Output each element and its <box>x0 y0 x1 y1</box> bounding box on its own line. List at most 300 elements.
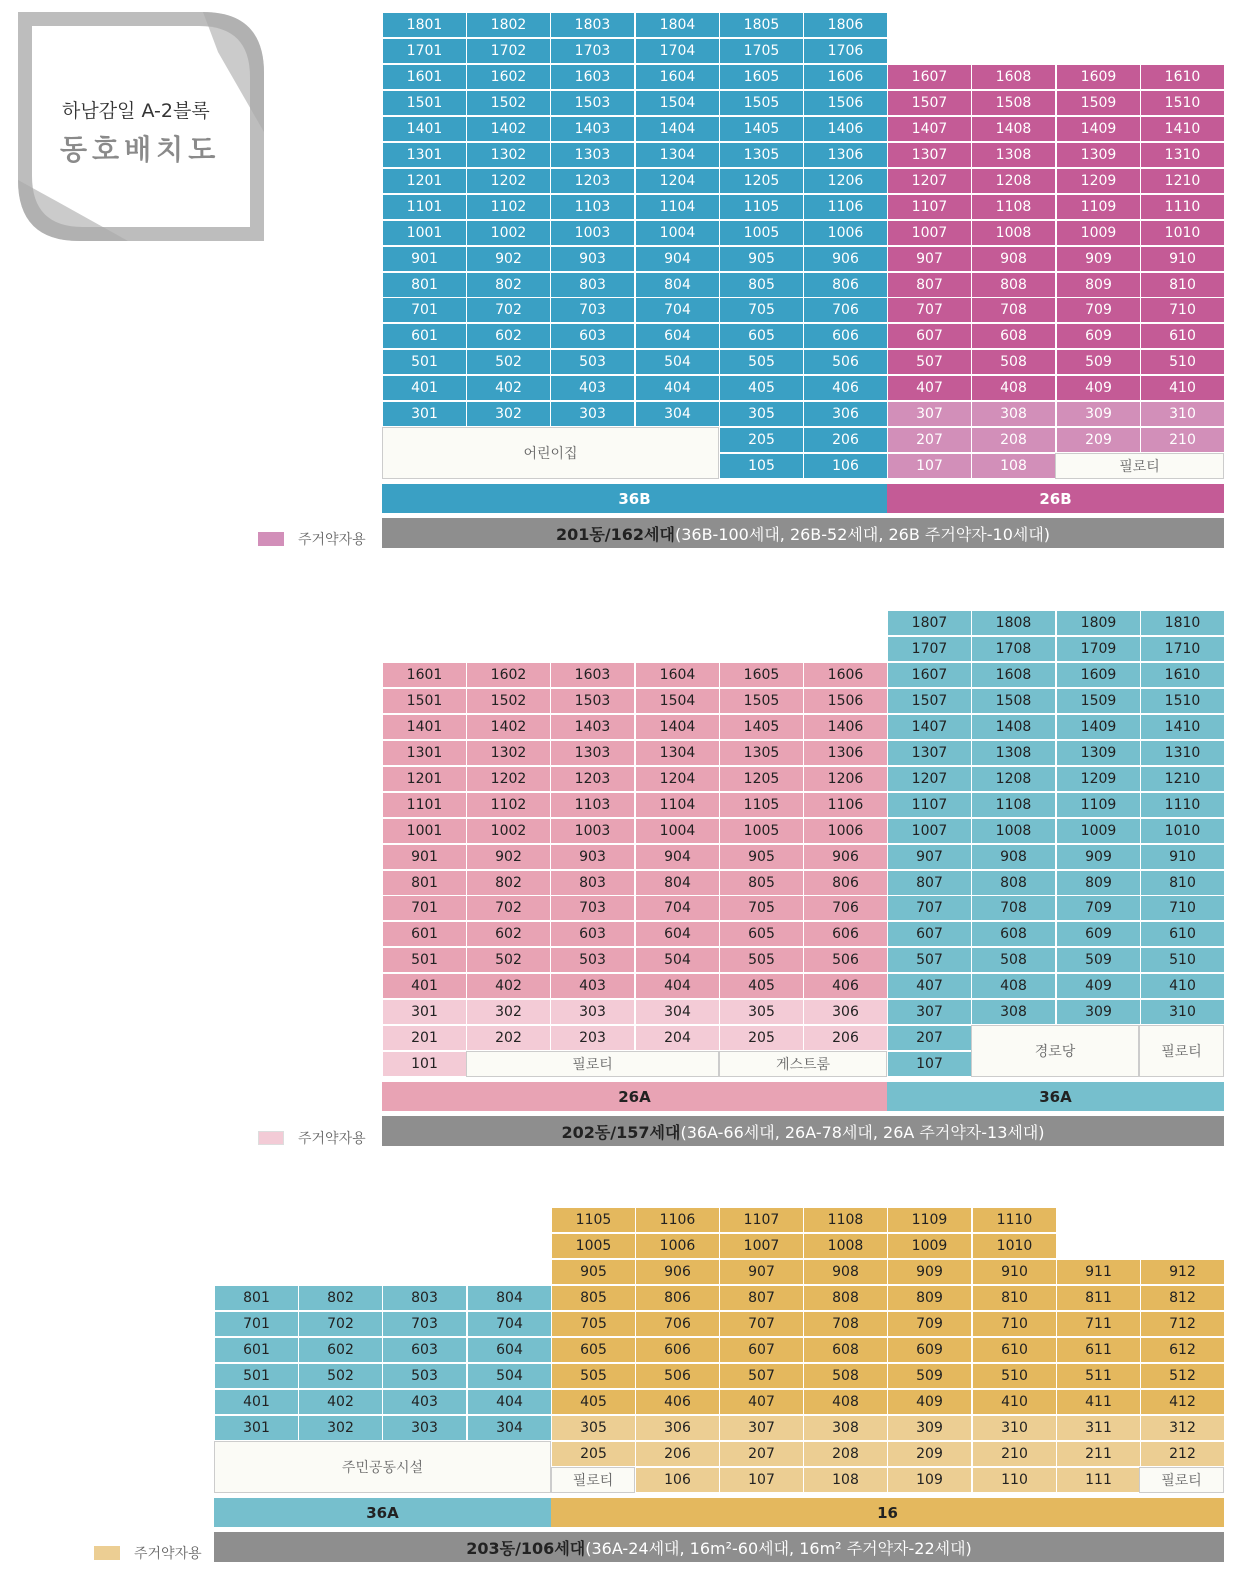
unit-cell: 505 <box>719 349 804 375</box>
unit-cell: 803 <box>550 272 635 298</box>
unit-cell: 706 <box>635 1311 720 1337</box>
unit-cell: 801 <box>382 870 467 896</box>
unit-cell: 910 <box>972 1259 1057 1285</box>
unit-cell: 507 <box>887 349 972 375</box>
unit-cell: 408 <box>971 375 1056 401</box>
unit-cell: 209 <box>887 1441 972 1467</box>
unit-cell: 610 <box>1140 323 1225 349</box>
unit-cell: 909 <box>887 1259 972 1285</box>
unit-cell: 1610 <box>1140 662 1225 688</box>
unit-cell: 1405 <box>719 714 804 740</box>
unit-cell: 1401 <box>382 116 467 142</box>
unit-cell: 605 <box>719 921 804 947</box>
unit-cell: 403 <box>550 375 635 401</box>
unit-cell: 1809 <box>1056 610 1141 636</box>
unit-cell: 1304 <box>635 142 720 168</box>
unit-cell: 605 <box>551 1337 636 1363</box>
unit-cell: 1308 <box>971 740 1056 766</box>
unit-cell: 904 <box>635 246 720 272</box>
unit-cell: 612 <box>1140 1337 1225 1363</box>
legend-swatch <box>94 1546 120 1560</box>
unit-cell: 508 <box>971 349 1056 375</box>
unit-cell: 1006 <box>635 1233 720 1259</box>
legend-202 <box>258 1128 366 1148</box>
legend-201 <box>258 529 366 549</box>
unit-cell: 1209 <box>1056 766 1141 792</box>
unit-cell: 710 <box>1140 895 1225 921</box>
unit-cell: 602 <box>298 1337 383 1363</box>
unit-cell: 1606 <box>803 662 888 688</box>
unit-cell: 506 <box>803 349 888 375</box>
unit-cell: 712 <box>1140 1311 1225 1337</box>
unit-cell: 1403 <box>550 714 635 740</box>
unit-cell: 206 <box>803 1025 888 1051</box>
unit-cell: 701 <box>382 895 467 921</box>
unit-cell: 807 <box>887 272 972 298</box>
unit-cell: 1304 <box>635 740 720 766</box>
unit-cell: 402 <box>298 1389 383 1415</box>
unit-cell: 1009 <box>887 1233 972 1259</box>
unit-cell: 902 <box>466 844 551 870</box>
unit-cell: 310 <box>1140 999 1225 1025</box>
unit-cell: 607 <box>887 921 972 947</box>
unit-cell: 805 <box>719 870 804 896</box>
unit-cell: 807 <box>719 1285 804 1311</box>
unit-cell: 1308 <box>971 142 1056 168</box>
unit-cell: 1007 <box>887 818 972 844</box>
unit-cell: 1810 <box>1140 610 1225 636</box>
unit-cell: 1410 <box>1140 116 1225 142</box>
unit-cell: 809 <box>1056 870 1141 896</box>
unit-cell: 504 <box>635 349 720 375</box>
unit-cell: 1603 <box>550 64 635 90</box>
unit-cell: 502 <box>466 349 551 375</box>
unit-cell: 1709 <box>1056 636 1141 662</box>
unit-cell: 908 <box>971 246 1056 272</box>
unit-cell: 1006 <box>803 818 888 844</box>
special-area-piloti: 필로티 <box>466 1051 719 1077</box>
unit-cell: 608 <box>803 1337 888 1363</box>
unit-cell: 509 <box>1056 947 1141 973</box>
unit-cell: 1310 <box>1140 142 1225 168</box>
unit-cell: 905 <box>719 844 804 870</box>
unit-cell: 1302 <box>466 142 551 168</box>
unit-cell: 403 <box>550 973 635 999</box>
unit-cell: 503 <box>550 349 635 375</box>
unit-cell: 906 <box>803 844 888 870</box>
legend-label: 주거약자용 <box>298 1131 366 1147</box>
unit-cell: 409 <box>887 1389 972 1415</box>
unit-cell: 703 <box>550 297 635 323</box>
special-area-piloti: 필로티 <box>1139 1025 1224 1077</box>
unit-cell: 1504 <box>635 688 720 714</box>
unit-cell: 606 <box>803 323 888 349</box>
unit-cell: 801 <box>214 1285 299 1311</box>
unit-cell: 1303 <box>550 740 635 766</box>
unit-cell: 903 <box>550 844 635 870</box>
unit-cell: 510 <box>1140 947 1225 973</box>
unit-cell: 1702 <box>466 38 551 64</box>
unit-cell: 403 <box>382 1389 467 1415</box>
unit-cell: 1406 <box>803 116 888 142</box>
unit-cell: 504 <box>467 1363 552 1389</box>
unit-cell: 1409 <box>1056 714 1141 740</box>
unit-cell: 802 <box>298 1285 383 1311</box>
unit-cell: 507 <box>887 947 972 973</box>
unit-cell: 1509 <box>1056 688 1141 714</box>
unit-cell: 908 <box>971 844 1056 870</box>
unit-cell: 902 <box>466 246 551 272</box>
unit-cell: 1106 <box>803 194 888 220</box>
unit-cell: 705 <box>719 297 804 323</box>
unit-cell: 1506 <box>803 688 888 714</box>
unit-cell: 703 <box>382 1311 467 1337</box>
unit-cell: 1609 <box>1056 662 1141 688</box>
unit-cell: 408 <box>803 1389 888 1415</box>
unit-cell: 804 <box>635 272 720 298</box>
unit-cell: 705 <box>551 1311 636 1337</box>
unit-cell: 703 <box>550 895 635 921</box>
unit-cell: 805 <box>551 1285 636 1311</box>
unit-cell: 109 <box>887 1467 972 1493</box>
unit-cell: 707 <box>887 895 972 921</box>
unit-cell: 205 <box>551 1441 636 1467</box>
unit-cell: 1106 <box>803 792 888 818</box>
unit-cell: 308 <box>971 401 1056 427</box>
unit-cell: 503 <box>382 1363 467 1389</box>
unit-cell: 1403 <box>550 116 635 142</box>
unit-cell: 1502 <box>466 688 551 714</box>
unit-cell: 201 <box>382 1025 467 1051</box>
unit-cell: 609 <box>1056 921 1141 947</box>
unit-cell: 211 <box>1056 1441 1141 1467</box>
unit-cell: 1005 <box>551 1233 636 1259</box>
unit-cell: 111 <box>1056 1467 1141 1493</box>
unit-cell: 511 <box>1056 1363 1141 1389</box>
unit-cell: 1105 <box>719 194 804 220</box>
unit-cell: 305 <box>719 401 804 427</box>
unit-cell: 1206 <box>803 168 888 194</box>
title-box <box>18 12 264 241</box>
unit-cell: 610 <box>1140 921 1225 947</box>
unit-cell: 1201 <box>382 766 467 792</box>
unit-cell: 412 <box>1140 1389 1225 1415</box>
unit-cell: 905 <box>719 246 804 272</box>
unit-cell: 1505 <box>719 688 804 714</box>
unit-cell: 407 <box>887 375 972 401</box>
unit-cell: 606 <box>635 1337 720 1363</box>
unit-cell: 807 <box>887 870 972 896</box>
unit-cell: 410 <box>1140 375 1225 401</box>
unit-cell: 106 <box>635 1467 720 1493</box>
unit-cell: 702 <box>298 1311 383 1337</box>
unit-cell: 908 <box>803 1259 888 1285</box>
unit-cell: 301 <box>382 401 467 427</box>
unit-cell: 1208 <box>971 168 1056 194</box>
legend-203 <box>94 1543 202 1563</box>
unit-cell: 906 <box>635 1259 720 1285</box>
unit-cell: 1108 <box>971 792 1056 818</box>
unit-cell: 809 <box>887 1285 972 1311</box>
unit-cell: 1001 <box>382 220 467 246</box>
unit-cell: 1205 <box>719 168 804 194</box>
unit-cell: 505 <box>551 1363 636 1389</box>
unit-cell: 1005 <box>719 220 804 246</box>
unit-cell: 301 <box>214 1415 299 1441</box>
unit-cell: 401 <box>382 375 467 401</box>
unit-cell: 507 <box>719 1363 804 1389</box>
unit-cell: 708 <box>803 1311 888 1337</box>
unit-cell: 210 <box>972 1441 1057 1467</box>
unit-cell: 312 <box>1140 1415 1225 1441</box>
unit-cell: 401 <box>214 1389 299 1415</box>
unit-cell: 1009 <box>1056 818 1141 844</box>
unit-cell: 803 <box>550 870 635 896</box>
unit-cell: 808 <box>803 1285 888 1311</box>
unit-cell: 605 <box>719 323 804 349</box>
summary-bold: 202동/157세대 <box>561 1122 681 1142</box>
unit-cell: 406 <box>803 375 888 401</box>
unit-cell: 804 <box>467 1285 552 1311</box>
unit-cell: 106 <box>803 453 888 479</box>
unit-cell: 910 <box>1140 844 1225 870</box>
unit-cell: 408 <box>971 973 1056 999</box>
unit-cell: 1108 <box>971 194 1056 220</box>
unit-cell: 709 <box>887 1311 972 1337</box>
unit-cell: 1503 <box>550 90 635 116</box>
unit-cell: 1703 <box>550 38 635 64</box>
unit-cell: 802 <box>466 272 551 298</box>
unit-cell: 1601 <box>382 64 467 90</box>
unit-cell: 1305 <box>719 740 804 766</box>
unit-cell: 702 <box>466 895 551 921</box>
unit-cell: 306 <box>803 999 888 1025</box>
unit-cell: 803 <box>382 1285 467 1311</box>
unit-cell: 1802 <box>466 12 551 38</box>
unit-cell: 1204 <box>635 168 720 194</box>
unit-cell: 1408 <box>971 714 1056 740</box>
unit-cell: 1005 <box>719 818 804 844</box>
type-bar-26a: 26A <box>382 1082 887 1111</box>
unit-cell: 212 <box>1140 1441 1225 1467</box>
unit-cell: 204 <box>635 1025 720 1051</box>
unit-cell: 1109 <box>887 1207 972 1233</box>
unit-cell: 1010 <box>1140 818 1225 844</box>
summary-detail: (36A-24세대, 16m²-60세대, 16m² 주거약자-22세대) <box>585 1538 972 1558</box>
unit-cell: 1309 <box>1056 740 1141 766</box>
unit-cell: 801 <box>382 272 467 298</box>
unit-cell: 604 <box>467 1337 552 1363</box>
unit-cell: 607 <box>887 323 972 349</box>
unit-cell: 404 <box>467 1389 552 1415</box>
unit-cell: 812 <box>1140 1285 1225 1311</box>
unit-cell: 1602 <box>466 662 551 688</box>
unit-cell: 1207 <box>887 766 972 792</box>
unit-cell: 309 <box>1056 401 1141 427</box>
unit-cell: 202 <box>466 1025 551 1051</box>
unit-cell: 610 <box>972 1337 1057 1363</box>
unit-cell: 1801 <box>382 12 467 38</box>
unit-cell: 309 <box>1056 999 1141 1025</box>
unit-cell: 306 <box>803 401 888 427</box>
unit-cell: 302 <box>466 999 551 1025</box>
unit-cell: 1805 <box>719 12 804 38</box>
unit-cell: 1701 <box>382 38 467 64</box>
unit-cell: 701 <box>382 297 467 323</box>
special-area-daycare: 어린이집 <box>382 427 719 479</box>
unit-cell: 1208 <box>971 766 1056 792</box>
unit-cell: 1210 <box>1140 766 1225 792</box>
unit-cell: 1209 <box>1056 168 1141 194</box>
unit-cell: 1002 <box>466 818 551 844</box>
unit-cell: 308 <box>803 1415 888 1441</box>
unit-cell: 909 <box>1056 844 1141 870</box>
unit-cell: 805 <box>719 272 804 298</box>
unit-cell: 407 <box>887 973 972 999</box>
unit-cell: 503 <box>550 947 635 973</box>
summary-detail: (36B-100세대, 26B-52세대, 26B 주거약자-10세대) <box>674 524 1051 544</box>
unit-cell: 1806 <box>803 12 888 38</box>
unit-cell: 206 <box>635 1441 720 1467</box>
unit-cell: 405 <box>551 1389 636 1415</box>
unit-cell: 1107 <box>887 194 972 220</box>
unit-cell: 505 <box>719 947 804 973</box>
unit-cell: 1010 <box>1140 220 1225 246</box>
unit-cell: 1201 <box>382 168 467 194</box>
unit-cell: 1008 <box>803 1233 888 1259</box>
unit-cell: 404 <box>635 375 720 401</box>
building-202-summary <box>382 1116 1224 1146</box>
type-bar-26b: 26B <box>887 484 1224 513</box>
unit-cell: 107 <box>719 1467 804 1493</box>
unit-cell: 407 <box>719 1389 804 1415</box>
unit-cell: 1507 <box>887 688 972 714</box>
unit-cell: 708 <box>971 895 1056 921</box>
unit-cell: 1506 <box>803 90 888 116</box>
unit-cell: 1307 <box>887 142 972 168</box>
unit-cell: 401 <box>382 973 467 999</box>
unit-cell: 1002 <box>466 220 551 246</box>
unit-cell: 502 <box>466 947 551 973</box>
unit-cell: 308 <box>971 999 1056 1025</box>
unit-cell: 1704 <box>635 38 720 64</box>
legend-label: 주거약자용 <box>134 1546 202 1562</box>
unit-cell: 207 <box>887 427 972 453</box>
unit-cell: 905 <box>551 1259 636 1285</box>
unit-cell: 205 <box>719 427 804 453</box>
unit-cell: 1301 <box>382 740 467 766</box>
unit-cell: 305 <box>719 999 804 1025</box>
unit-cell: 804 <box>635 870 720 896</box>
unit-cell: 208 <box>971 427 1056 453</box>
unit-cell: 1306 <box>803 740 888 766</box>
unit-cell: 402 <box>466 973 551 999</box>
unit-cell: 706 <box>803 297 888 323</box>
unit-cell: 1003 <box>550 818 635 844</box>
unit-cell: 207 <box>887 1025 972 1051</box>
unit-cell: 1610 <box>1140 64 1225 90</box>
unit-cell: 1109 <box>1056 194 1141 220</box>
unit-cell: 1105 <box>719 792 804 818</box>
unit-cell: 1007 <box>887 220 972 246</box>
unit-cell: 512 <box>1140 1363 1225 1389</box>
unit-cell: 912 <box>1140 1259 1225 1285</box>
unit-cell: 810 <box>1140 272 1225 298</box>
unit-cell: 1609 <box>1056 64 1141 90</box>
building-201-summary <box>382 518 1224 548</box>
unit-cell: 1107 <box>887 792 972 818</box>
legend-label: 주거약자용 <box>298 532 366 548</box>
unit-cell: 405 <box>719 973 804 999</box>
unit-cell: 901 <box>382 844 467 870</box>
unit-cell: 1203 <box>550 168 635 194</box>
unit-cell: 1310 <box>1140 740 1225 766</box>
unit-cell: 701 <box>214 1311 299 1337</box>
unit-cell: 1601 <box>382 662 467 688</box>
unit-cell: 101 <box>382 1051 467 1077</box>
unit-cell: 205 <box>719 1025 804 1051</box>
unit-cell: 1503 <box>550 688 635 714</box>
unit-cell: 1407 <box>887 116 972 142</box>
unit-cell: 704 <box>635 297 720 323</box>
unit-cell: 811 <box>1056 1285 1141 1311</box>
unit-cell: 1205 <box>719 766 804 792</box>
unit-cell: 307 <box>887 999 972 1025</box>
unit-cell: 508 <box>971 947 1056 973</box>
unit-cell: 303 <box>550 401 635 427</box>
title-line1: 하남감일 A-2블록 <box>62 100 210 122</box>
unit-cell: 603 <box>382 1337 467 1363</box>
unit-cell: 1306 <box>803 142 888 168</box>
unit-cell: 601 <box>382 921 467 947</box>
unit-cell: 1408 <box>971 116 1056 142</box>
unit-cell: 1808 <box>971 610 1056 636</box>
unit-cell: 1401 <box>382 714 467 740</box>
unit-cell: 1303 <box>550 142 635 168</box>
unit-cell: 906 <box>803 246 888 272</box>
unit-cell: 411 <box>1056 1389 1141 1415</box>
unit-cell: 1110 <box>1140 792 1225 818</box>
unit-cell: 1004 <box>635 818 720 844</box>
unit-cell: 709 <box>1056 297 1141 323</box>
unit-cell: 1004 <box>635 220 720 246</box>
unit-cell: 1706 <box>803 38 888 64</box>
unit-cell: 1804 <box>635 12 720 38</box>
unit-cell: 210 <box>1140 427 1225 453</box>
building-203-summary <box>214 1532 1224 1562</box>
unit-cell: 203 <box>550 1025 635 1051</box>
unit-cell: 1607 <box>887 662 972 688</box>
unit-cell: 1008 <box>971 818 1056 844</box>
title-frame-icon <box>18 12 264 241</box>
unit-cell: 1006 <box>803 220 888 246</box>
unit-cell: 1106 <box>635 1207 720 1233</box>
unit-cell: 1101 <box>382 792 467 818</box>
unit-cell: 1102 <box>466 792 551 818</box>
unit-cell: 602 <box>466 921 551 947</box>
unit-cell: 1410 <box>1140 714 1225 740</box>
unit-cell: 1405 <box>719 116 804 142</box>
type-bar-16: 16 <box>551 1498 1224 1527</box>
special-area-piloti: 필로티 <box>551 1467 635 1493</box>
unit-cell: 901 <box>382 246 467 272</box>
unit-cell: 1305 <box>719 142 804 168</box>
unit-cell: 1206 <box>803 766 888 792</box>
unit-cell: 604 <box>635 323 720 349</box>
unit-cell: 1010 <box>972 1233 1057 1259</box>
unit-cell: 410 <box>972 1389 1057 1415</box>
unit-cell: 404 <box>635 973 720 999</box>
